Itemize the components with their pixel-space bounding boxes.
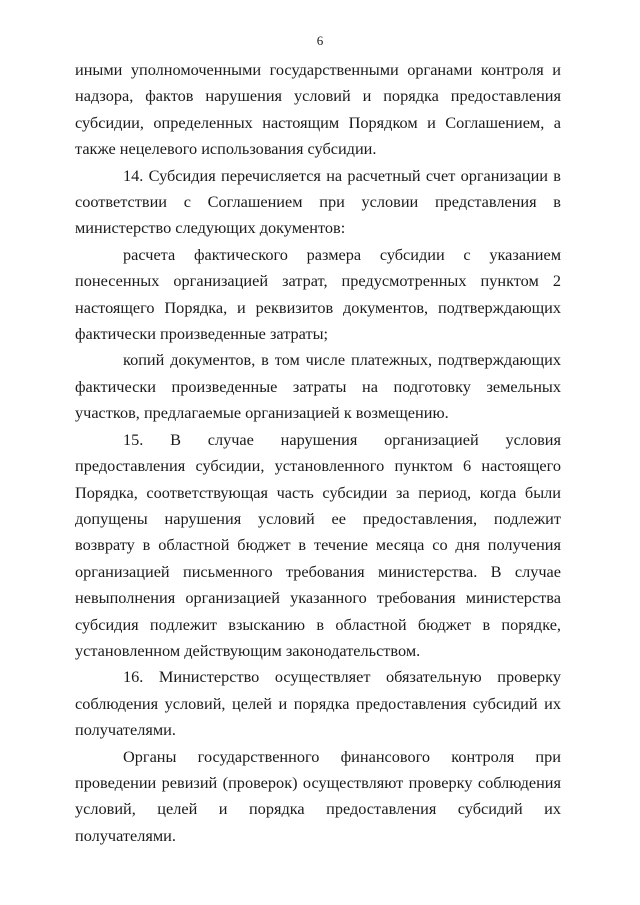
paragraph-continuation: иными уполномоченными государственными органами контроля и надзора, фактов нарушения условий и порядка предоставления субсидии, определенных настоящим Порядком и Соглашением, а также нецелевого использования субсидии. xyxy=(75,60,561,159)
document-body xyxy=(75,57,561,849)
paragraph-control-bodies: Органы государственного финансового контроля при проведении ревизий (проверок) осуществляют проверку соблюдения условий, целей и порядка предоставления субсидий их получателями. xyxy=(75,746,561,845)
page-number: 6 xyxy=(316,33,324,48)
paragraph-item-16: 16. Министерство осуществляет обязательную проверку соблюдения условий, целей и порядка предоставления субсидий их получателями. xyxy=(75,667,561,740)
paragraph-item-14: 14. Субсидия перечисляется на расчетный счет организации в соответствии с Соглашением при условии представления в министерство следующих документов: xyxy=(75,165,561,238)
paragraph-list-item: копий документов, в том числе платежных, подтверждающих фактически произведенные затраты на подготовку земельных участков, предлагаемые организацией к возмещению. xyxy=(75,350,561,423)
paragraph-list-item: расчета фактического размера субсидии с указанием понесенных организацией затрат, предусмотренных пунктом 2 настоящего Порядка, и реквизитов документов, подтверждающих фактически произведенные затраты; xyxy=(75,244,561,344)
paragraph-item-15: 15. В случае нарушения организацией условия предоставления субсидии, установленного пунктом 6 настоящего Порядка, соответствующая часть субсидии за период, когда были допущены нарушения условий ее предоставления, подлежит возврату в областной бюджет в течение месяца со дня получения организацией письменного требования министерства. В случае невыполнения организацией указанного требования министерства субсидия подлежит взысканию в областной бюджет в порядке, установленном действующим законодательством. xyxy=(75,429,561,660)
